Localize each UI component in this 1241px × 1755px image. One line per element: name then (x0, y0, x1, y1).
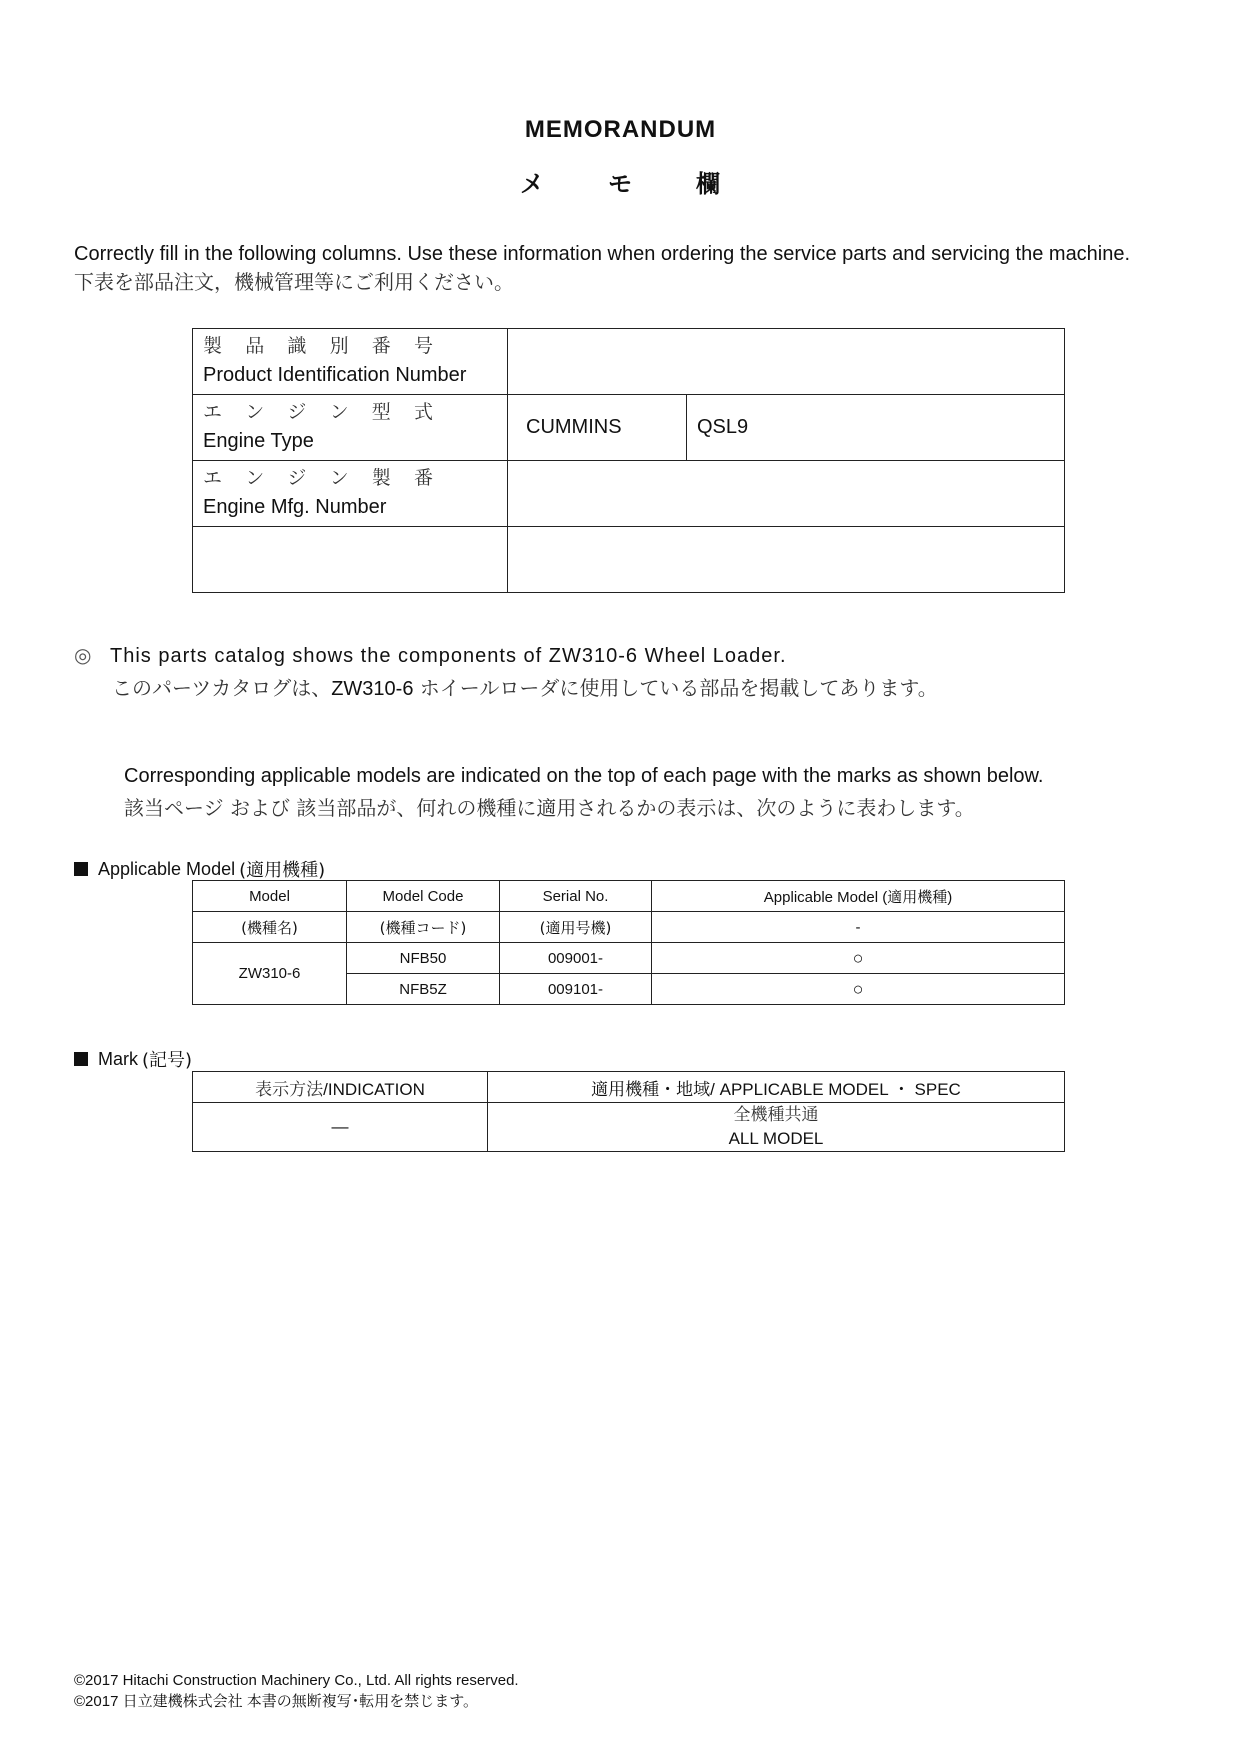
table-row (193, 943, 1065, 974)
th-indication-en: /INDICATION (323, 1079, 425, 1099)
memo-table (192, 328, 1065, 593)
applicable-mark-cell: ○ (652, 974, 1065, 1005)
corresponding-en: Corresponding applicable models are indicated on the top of each page with the marks as shown below. (124, 765, 1044, 787)
copyright-jp: ©2017 日立建機株式会社 本書の無断複写･転用を禁じます。 (74, 1693, 479, 1710)
blank-label-cell[interactable] (193, 527, 508, 593)
applicable-spec-cell (488, 1103, 1065, 1152)
model-code-cell: NFB5Z (347, 974, 500, 1005)
applicable-spec-en: ALL MODEL (728, 1129, 824, 1148)
mark-title-en: Mark (98, 1048, 138, 1069)
jp-char: ン (245, 400, 265, 423)
jp-char: 製 (203, 334, 223, 357)
jp-title-char: モ (608, 170, 632, 198)
th-applicable-sub: - (652, 912, 1065, 943)
th-serial-jp: (適用号機) (500, 912, 652, 943)
jp-char: 号 (413, 334, 433, 357)
applicable-mark-cell: ○ (652, 943, 1065, 974)
page-title: MEMORANDUM (524, 116, 717, 143)
th-indication-jp: 表示方法 (255, 1079, 324, 1100)
th-model-code: Model Code (347, 881, 500, 912)
th-serial: Serial No. (500, 881, 652, 912)
jp-title-char: メ (520, 170, 544, 198)
memo-label (193, 461, 508, 527)
footer (74, 1670, 519, 1712)
square-bullet-icon (74, 1052, 88, 1066)
memo-row-engine-mfg (193, 461, 1065, 527)
jp-char: 別 (329, 334, 349, 357)
serial-cell: 009001- (500, 943, 652, 974)
jp-char: 式 (413, 400, 433, 423)
jp-char: ジ (287, 400, 307, 423)
square-bullet-icon (74, 862, 88, 876)
jp-char: 番 (371, 334, 391, 357)
th-model: Model (193, 881, 347, 912)
jp-char: 型 (371, 400, 391, 423)
applicable-title-en: Applicable Model (98, 858, 236, 879)
mark-section-heading (74, 1046, 192, 1072)
th-model-code-jp: (機種コード) (347, 912, 500, 943)
table-row (193, 1103, 1065, 1152)
memo-label (193, 329, 508, 395)
th-model-jp: (機種名) (193, 912, 347, 943)
jp-char: 製 (371, 466, 391, 489)
th-applicable-spec: 適用機種・地域/ APPLICABLE MODEL ・ SPEC (488, 1072, 1065, 1103)
memo-label (193, 395, 508, 461)
memo-label-en: Engine Mfg. Number (203, 495, 387, 518)
jp-char: ン (329, 466, 349, 489)
jp-char: ジ (287, 466, 307, 489)
intro-jp: 下表を部品注文，機械管理等にご利用ください。 (74, 270, 514, 294)
jp-title-char: 欄 (696, 170, 720, 198)
copyright-en: ©2017 Hitachi Construction Machinery Co., Ltd. All rights reserved. (74, 1672, 519, 1689)
serial-cell: 009101- (500, 974, 652, 1005)
catalog-note-en: This parts catalog shows the components of ZW310-6 Wheel Loader. (110, 645, 787, 667)
intro-text (74, 240, 1130, 296)
jp-char: 品 (245, 334, 265, 357)
corresponding-note (124, 760, 1043, 824)
double-circle-icon: ◎ (74, 645, 93, 667)
table-header-row (193, 1072, 1065, 1103)
memo-label-en: Product Identification Number (203, 363, 467, 386)
product-id-field[interactable] (508, 329, 1065, 395)
applicable-model-table (192, 880, 1065, 1005)
th-indication (193, 1072, 488, 1103)
table-header-row-jp (193, 912, 1065, 943)
model-code-cell: NFB50 (347, 943, 500, 974)
memo-label-en: Engine Type (203, 429, 314, 452)
page-title-jp (520, 164, 720, 199)
corresponding-jp: 該当ページ および 該当部品が、何れの機種に適用されるかの表示は、次のように表わします。 (124, 796, 975, 820)
engine-mfg-field[interactable] (508, 461, 1065, 527)
applicable-title-jp: (適用機種) (239, 860, 326, 881)
jp-char: ン (245, 466, 265, 489)
memo-row-product-id (193, 329, 1065, 395)
engine-maker: CUMMINS (508, 395, 687, 461)
indication-cell: — (193, 1103, 488, 1152)
catalog-note-jp-pre: このパーツカタログは、 (112, 676, 332, 700)
applicable-section-heading (74, 856, 325, 882)
table-header-row (193, 881, 1065, 912)
memo-row-engine-type (193, 395, 1065, 461)
engine-model: QSL9 (687, 395, 1065, 461)
blank-value-cell[interactable] (508, 527, 1065, 593)
catalog-note-jp-model: ZW310-6 (331, 678, 414, 700)
memo-row-blank (193, 527, 1065, 593)
jp-char: エ (203, 400, 223, 423)
model-name-cell: ZW310-6 (193, 943, 347, 1005)
mark-table (192, 1071, 1065, 1152)
jp-char: 番 (413, 466, 433, 489)
intro-en: Correctly fill in the following columns. Use these information when ordering the service parts and servicing the machine. (74, 243, 1131, 265)
jp-char: 識 (287, 334, 307, 357)
catalog-note-jp-post: ホイールローダに使用している部品を掲載してあります。 (413, 676, 938, 700)
catalog-note (74, 640, 938, 705)
jp-char: ン (329, 400, 349, 423)
applicable-spec-jp: 全機種共通 (733, 1105, 819, 1125)
th-applicable: Applicable Model (適用機種) (652, 881, 1065, 912)
mark-title-jp: (記号) (142, 1050, 193, 1071)
jp-char: エ (203, 466, 223, 489)
